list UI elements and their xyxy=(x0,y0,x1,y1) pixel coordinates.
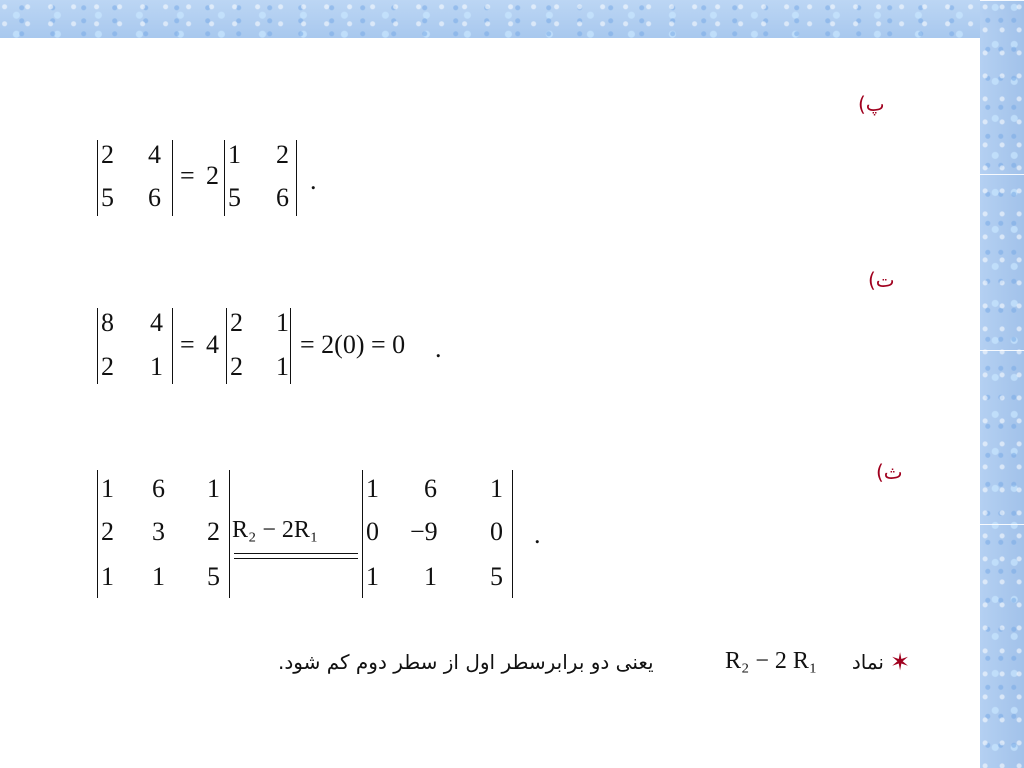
matrix-cell: 4 xyxy=(148,140,161,169)
period: . xyxy=(310,166,317,195)
det-bar xyxy=(97,140,98,216)
band-divider xyxy=(980,350,1024,351)
matrix-cell: 1 xyxy=(490,474,503,503)
matrix-cell: 2 xyxy=(101,517,114,546)
matrix-cell: 1 xyxy=(366,474,379,503)
note-prefix: نماد xyxy=(851,650,884,674)
equals-sign: = xyxy=(180,161,195,190)
det-bar xyxy=(362,470,363,598)
det-bar xyxy=(172,308,173,384)
det-bar xyxy=(290,308,291,384)
note-text: یعنی دو برابرسطر اول از سطر دوم کم شود. xyxy=(278,650,654,674)
label-part-t: ت) xyxy=(868,268,895,292)
matrix-cell: 3 xyxy=(152,517,165,546)
matrix-cell: 1 xyxy=(228,140,241,169)
matrix-cell: 2 xyxy=(230,352,243,381)
note-symbol: R₂ − 2 R₁ xyxy=(725,648,818,674)
matrix-cell: 6 xyxy=(276,183,289,212)
period: . xyxy=(534,520,541,549)
matrix-cell: 1 xyxy=(150,352,163,381)
det-bar xyxy=(229,470,230,598)
matrix-cell: 6 xyxy=(152,474,165,503)
matrix-cell: 1 xyxy=(101,562,114,591)
det-bar xyxy=(512,470,513,598)
det-bar xyxy=(224,140,225,216)
matrix-cell: 2 xyxy=(101,352,114,381)
star-icon: ✶ xyxy=(890,650,911,676)
period: . xyxy=(435,334,442,363)
equals-sign: = xyxy=(180,330,195,359)
label-part-p: پ) xyxy=(858,92,885,116)
det-bar xyxy=(296,140,297,216)
row-operation: R₂ − 2R₁ xyxy=(232,517,319,543)
matrix-cell: 6 xyxy=(148,183,161,212)
band-divider xyxy=(980,174,1024,175)
det-bar xyxy=(172,140,173,216)
matrix-cell: 1 xyxy=(276,308,289,337)
matrix-cell: 2 xyxy=(276,140,289,169)
matrix-cell: 0 xyxy=(490,517,503,546)
matrix-cell: 2 xyxy=(101,140,114,169)
det-bar xyxy=(226,308,227,384)
band-divider xyxy=(980,524,1024,525)
matrix-cell: 1 xyxy=(276,352,289,381)
coefficient: 4 xyxy=(206,330,219,359)
matrix-cell: 1 xyxy=(101,474,114,503)
band-divider xyxy=(980,0,1024,1)
right-texture-band xyxy=(980,0,1024,768)
matrix-cell: −9 xyxy=(410,517,438,546)
equation-result: = 2(0) = 0 xyxy=(300,330,406,359)
matrix-cell: 5 xyxy=(207,562,220,591)
matrix-cell: 6 xyxy=(424,474,437,503)
matrix-cell: 2 xyxy=(230,308,243,337)
det-bar xyxy=(97,470,98,598)
top-texture-band xyxy=(0,0,980,38)
matrix-cell: 0 xyxy=(366,517,379,546)
matrix-cell: 4 xyxy=(150,308,163,337)
arrow-line xyxy=(234,558,358,559)
notation-note xyxy=(270,648,920,688)
label-part-th: ث) xyxy=(876,460,903,484)
coefficient: 2 xyxy=(206,161,219,190)
matrix-cell: 5 xyxy=(228,183,241,212)
matrix-cell: 1 xyxy=(424,562,437,591)
matrix-cell: 1 xyxy=(366,562,379,591)
matrix-cell: 1 xyxy=(207,474,220,503)
det-bar xyxy=(97,308,98,384)
matrix-cell: 5 xyxy=(101,183,114,212)
matrix-cell: 2 xyxy=(207,517,220,546)
arrow-line xyxy=(234,553,358,554)
matrix-cell: 1 xyxy=(152,562,165,591)
matrix-cell: 8 xyxy=(101,308,114,337)
matrix-cell: 5 xyxy=(490,562,503,591)
